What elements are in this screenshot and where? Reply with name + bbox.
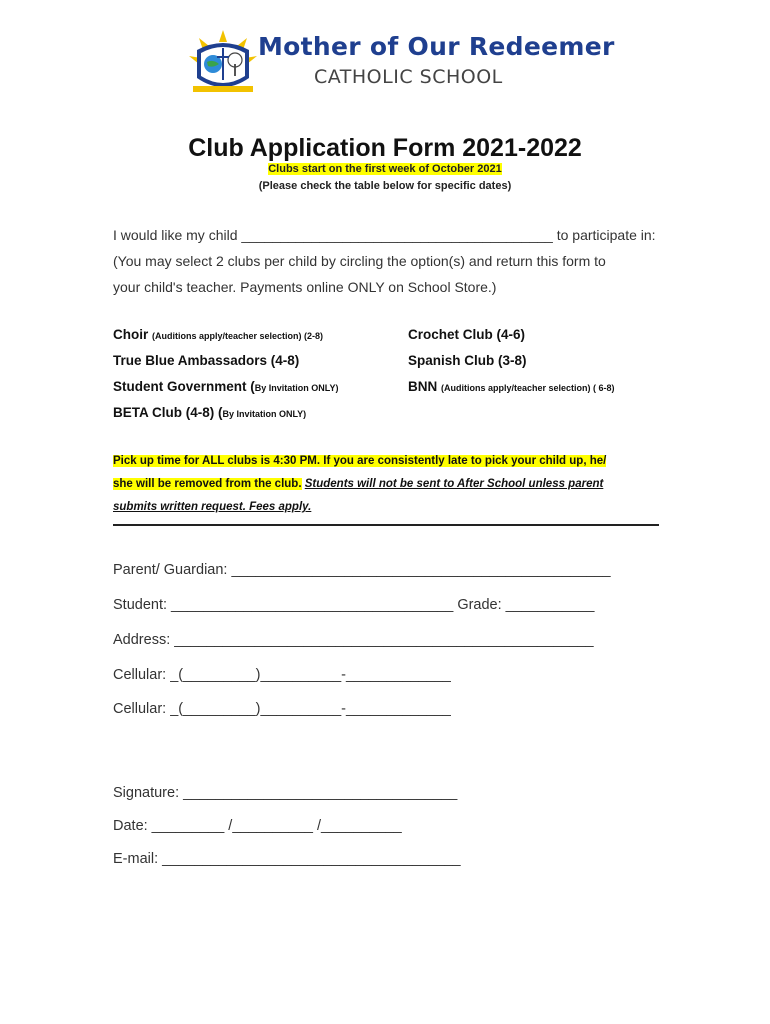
club-student-government[interactable] xyxy=(113,379,338,394)
notice-underlined: Students will not be sent to After School unless parent xyxy=(304,478,604,490)
school-logo xyxy=(183,26,263,98)
club-note: By Invitation ONLY) xyxy=(254,383,339,393)
address-field[interactable]: Address: ____________________________________________________ xyxy=(113,632,594,648)
notice-highlight-2: she will be removed from the club. xyxy=(113,478,302,490)
club-name: Crochet Club (4-6) xyxy=(408,327,526,342)
notice-line-1 xyxy=(113,455,606,467)
signature-field[interactable]: Signature: __________________________________ xyxy=(113,785,458,801)
club-name: Spanish Club (3-8) xyxy=(408,353,527,368)
intro-line-2: (You may select 2 clubs per child by circling the option(s) and return this form to xyxy=(113,253,606,269)
cellular-field-1[interactable]: Cellular: _(_________)__________-_____________ xyxy=(113,667,451,683)
divider xyxy=(113,524,659,526)
club-note: (Auditions apply/teacher selection) ( 6-8) xyxy=(441,383,615,393)
club-bnn[interactable] xyxy=(408,379,615,394)
email-field[interactable]: E-mail: _____________________________________ xyxy=(113,851,461,867)
club-name: BETA Club (4-8) ( xyxy=(113,405,223,420)
subtitle-highlight: Clubs start on the first week of October 2021 xyxy=(268,163,502,175)
club-beta[interactable] xyxy=(113,405,306,420)
cellular-field-2[interactable]: Cellular: _(_________)__________-_____________ xyxy=(113,701,451,717)
club-ambassadors[interactable] xyxy=(113,353,299,368)
date-field[interactable]: Date: _________ /__________ /__________ xyxy=(113,818,402,834)
intro-line-3: your child's teacher. Payments online ONLY on School Store.) xyxy=(113,279,497,295)
club-crochet[interactable] xyxy=(408,327,525,342)
form-subtitle xyxy=(0,163,770,175)
club-note: By Invitation ONLY) xyxy=(222,409,307,419)
school-subtitle: CATHOLIC SCHOOL xyxy=(314,66,503,88)
club-spanish[interactable] xyxy=(408,353,527,368)
form-note: (Please check the table below for specific dates) xyxy=(258,180,512,192)
club-note: (Auditions apply/teacher selection) (2-8) xyxy=(152,331,324,341)
notice-highlight: Pick up time for ALL clubs is 4:30 PM. If you are consistently late to pick your child up, he/ xyxy=(113,455,607,467)
notice-line-3 xyxy=(113,501,311,513)
club-name: Choir xyxy=(113,327,149,342)
club-name: True Blue Ambassadors (4-8) xyxy=(113,353,300,368)
club-choir[interactable] xyxy=(113,327,323,342)
club-name: BNN xyxy=(408,379,438,394)
form-title: Club Application Form 2021-2022 xyxy=(188,134,582,162)
student-grade-field[interactable]: Student: ___________________________________ Grade: ___________ xyxy=(113,597,595,613)
club-name: Student Government ( xyxy=(113,379,255,394)
intro-line-1: I would like my child ________________________________________ to participate in: xyxy=(113,227,656,243)
school-name: Mother of Our Redeemer xyxy=(258,32,615,61)
notice-line-2 xyxy=(113,478,603,490)
notice-underlined-2: submits written request. Fees apply. xyxy=(113,501,312,513)
parent-guardian-field[interactable]: Parent/ Guardian: _______________________________________________ xyxy=(113,562,611,578)
